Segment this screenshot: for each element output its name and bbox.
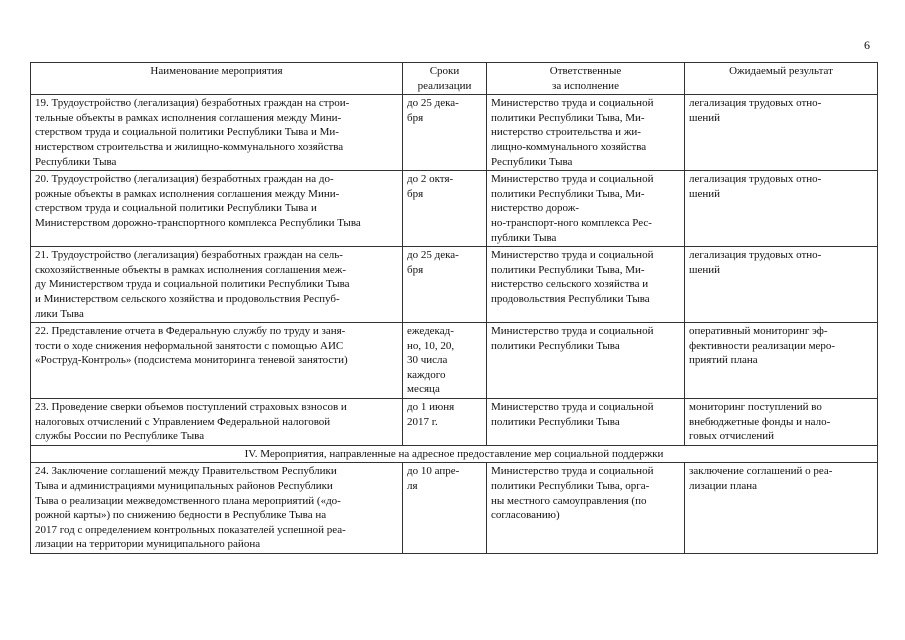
table-header-row (31, 63, 878, 95)
row-name: 19. Трудоустройство (легализация) безработных граждан на строи- тельные объекты в рамках исполнения соглашения между Мини- стерством труда и социальной политики Республики Тыва и Ми- нистерством строительства и жилищно-коммунального хозяйства Республики Тыва (31, 95, 403, 171)
section-title: IV. Мероприятия, направленные на адресное предоставление мер социальной поддержки (31, 445, 878, 463)
table-row (31, 399, 878, 446)
row-responsible: Министерство труда и социальной политики Республики Тыва, Ми- нистерство дорож- но-транспорт-ного комплекса Рес- публики Тыва (487, 171, 685, 247)
page-number: 6 (864, 38, 870, 52)
row-result: оперативный мониторинг эф- фективности реализации меро- приятий плана (685, 323, 878, 399)
measures-table (30, 62, 878, 554)
row-name: 24. Заключение соглашений между Правительством Республики Тыва и администрациями муниципальных районов Республики Тыва о реализации межведомственного плана мероприятий («до- рожной карты») по снижению бедности в Республике Тыва на 2017 год с определением контрольных показателей успешной реа- лизации на территории муниципального района (31, 463, 403, 554)
row-result: легализация трудовых отно- шений (685, 95, 878, 171)
row-name: 20. Трудоустройство (легализация) безработных граждан на до- рожные объекты в рамках исполнения соглашения между Мини- стерством труда и социальной политики Республики Тыва и Министерством дорожно-транспортного комплекса Республики Тыва (31, 171, 403, 247)
table-row (31, 95, 878, 171)
row-dates: до 10 апре- ля (403, 463, 487, 554)
table-row (31, 171, 878, 247)
header-responsible: Ответственные за исполнение (487, 63, 685, 95)
row-responsible: Министерство труда и социальной политики Республики Тыва, орга- ны местного самоуправления (по согласованию) (487, 463, 685, 554)
row-dates: до 25 дека- бря (403, 247, 487, 323)
row-dates: ежедекад- но, 10, 20, 30 числа каждого месяца (403, 323, 487, 399)
section-row (31, 445, 878, 463)
table-row (31, 463, 878, 554)
row-responsible: Министерство труда и социальной политики Республики Тыва, Ми- нистерство сельского хозяйства и продовольствия Республики Тыва (487, 247, 685, 323)
table-row (31, 323, 878, 399)
table-row (31, 247, 878, 323)
row-name: 23. Проведение сверки объемов поступлений страховых взносов и налоговых отчислений с Управлением Федеральной налоговой службы России по Республике Тыва (31, 399, 403, 446)
row-dates: до 1 июня 2017 г. (403, 399, 487, 446)
row-responsible: Министерство труда и социальной политики Республики Тыва, Ми- нистерство строительства и жи- лищно-коммунального хозяйства Республики Тыва (487, 95, 685, 171)
header-name: Наименование мероприятия (31, 63, 403, 95)
row-responsible: Министерство труда и социальной политики Республики Тыва (487, 323, 685, 399)
row-result: мониторинг поступлений во внебюджетные фонды и нало- говых отчислений (685, 399, 878, 446)
row-name: 21. Трудоустройство (легализация) безработных граждан на сель- скохозяйственные объекты в рамках исполнения соглашения меж- ду Министерством труда и социальной политики Республики Тыва и Министерством сельского хозяйства и продовольствия Респуб- лики Тыва (31, 247, 403, 323)
row-result: легализация трудовых отно- шений (685, 171, 878, 247)
row-result: легализация трудовых отно- шений (685, 247, 878, 323)
row-dates: до 25 дека- бря (403, 95, 487, 171)
row-responsible: Министерство труда и социальной политики Республики Тыва (487, 399, 685, 446)
row-result: заключение соглашений о реа- лизации плана (685, 463, 878, 554)
header-dates: Сроки реализации (403, 63, 487, 95)
row-name: 22. Представление отчета в Федеральную службу по труду и заня- тости о ходе снижения неформальной занятости с помощью АИС «Роструд-Контроль» (подсистема мониторинга теневой занятости) (31, 323, 403, 399)
row-dates: до 2 октя- бря (403, 171, 487, 247)
header-result: Ожидаемый результат (685, 63, 878, 95)
